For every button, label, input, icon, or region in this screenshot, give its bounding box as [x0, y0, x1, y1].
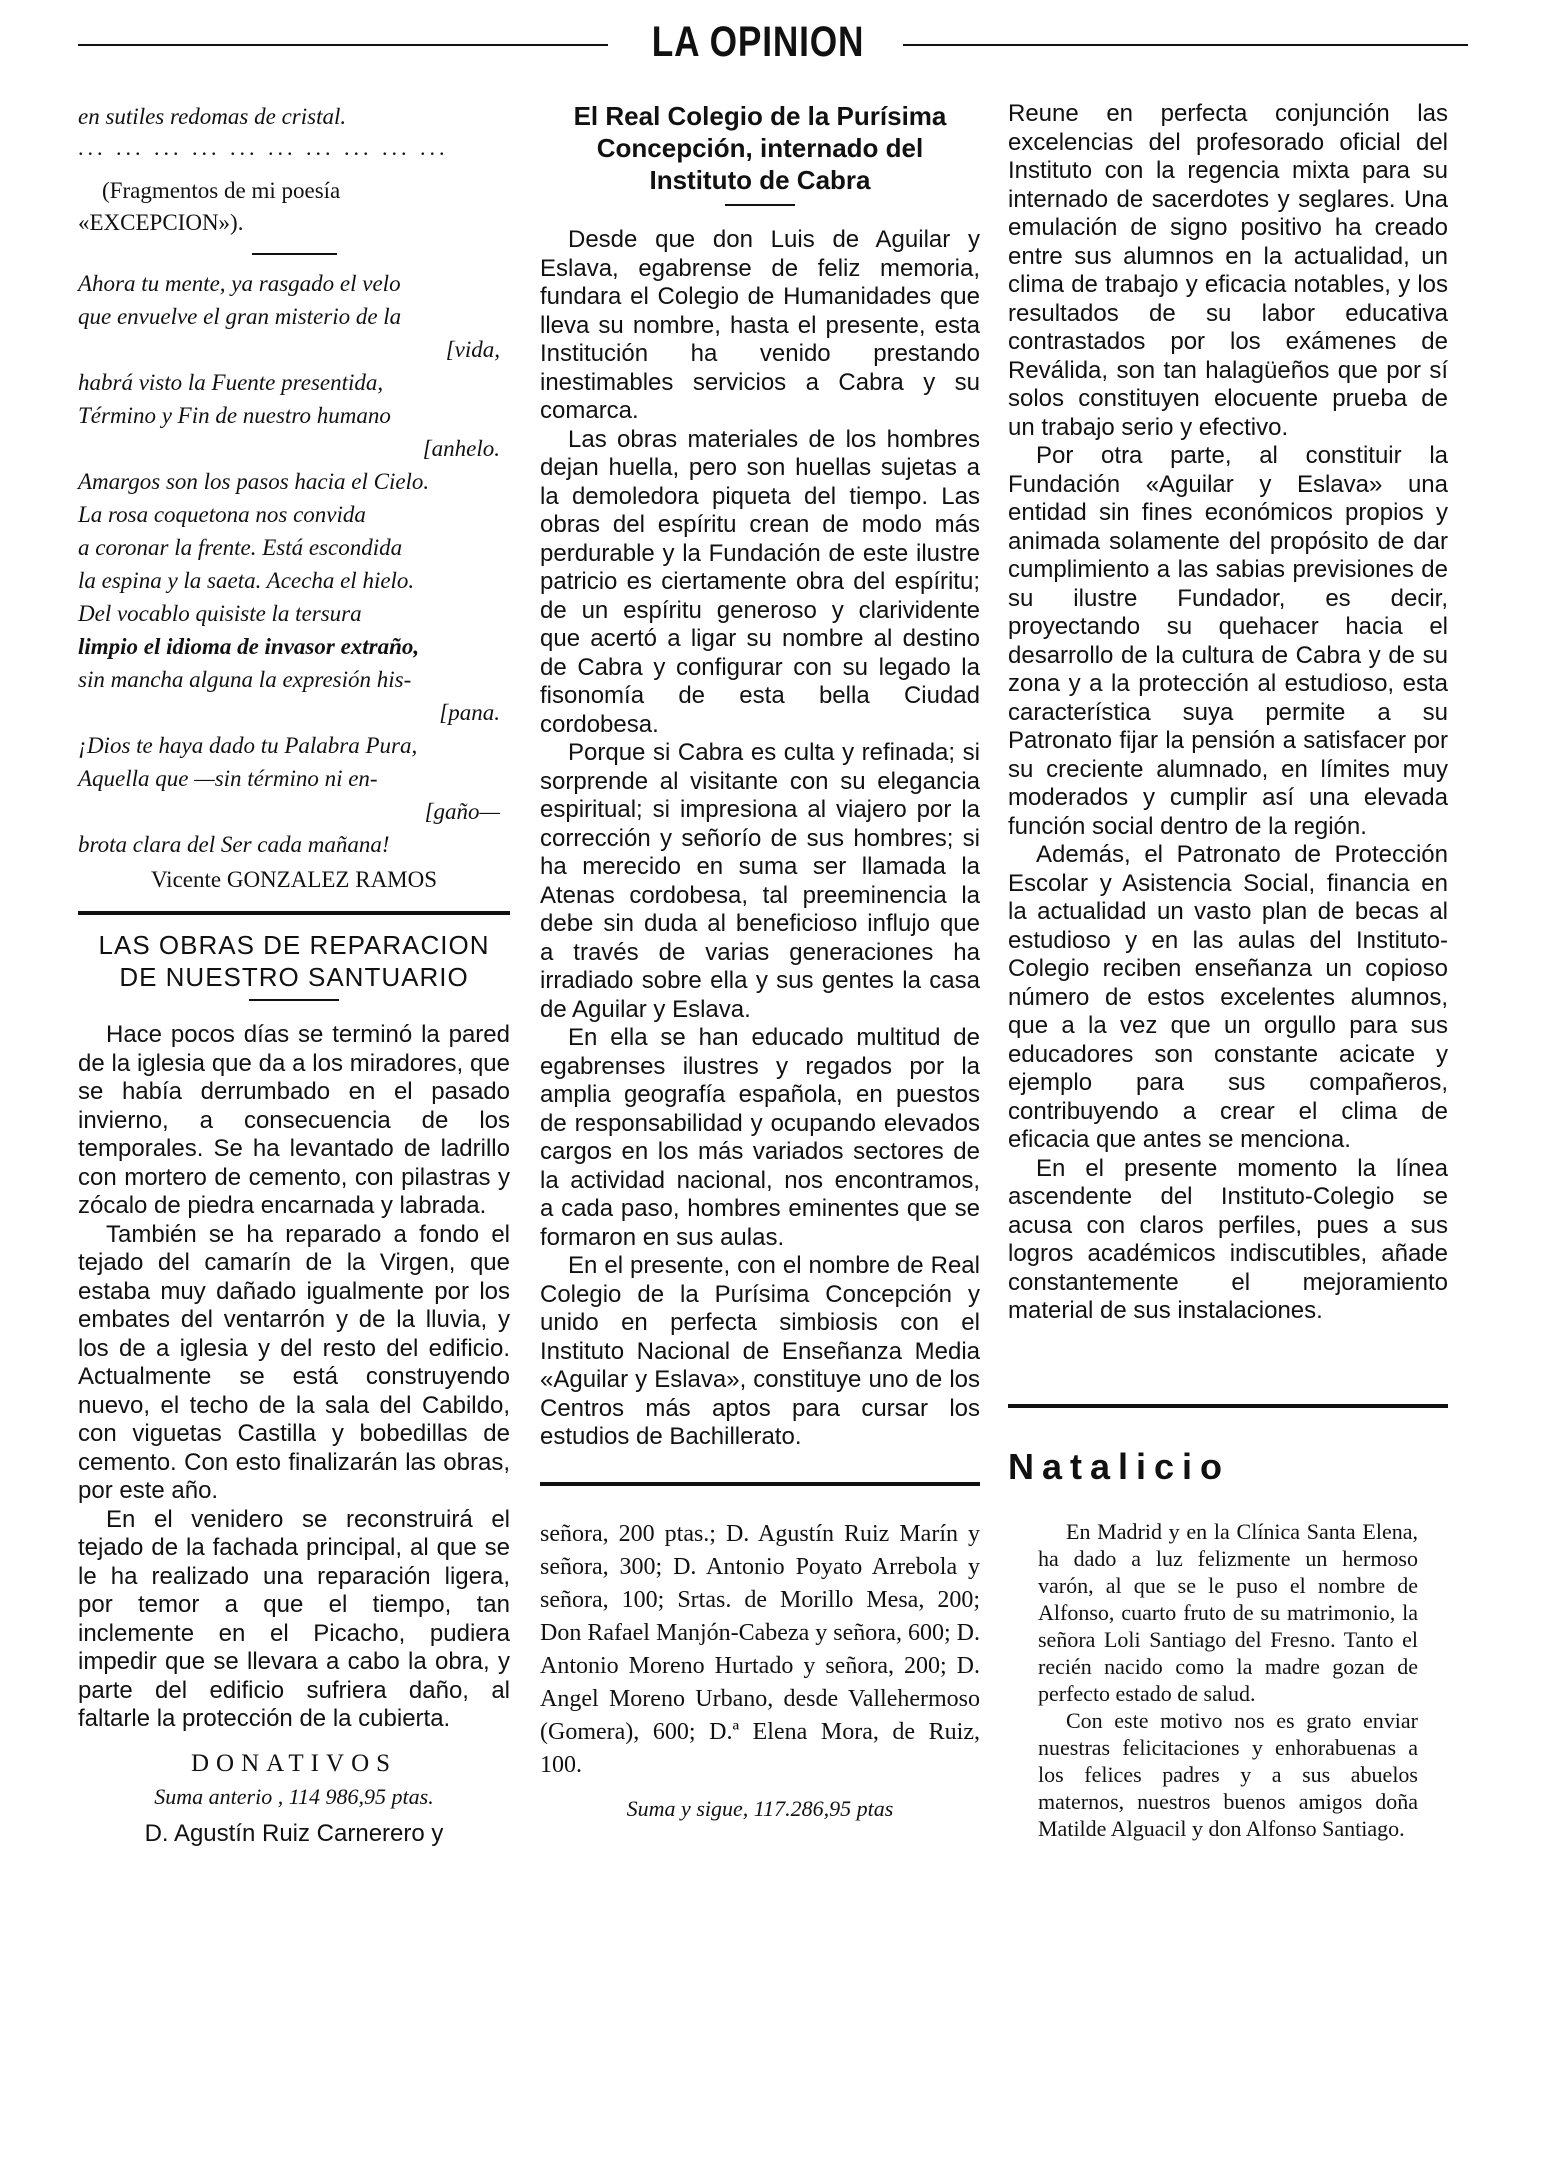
- section-rule: [540, 1482, 980, 1486]
- paragraph: En el presente momento la línea ascendente del Instituto-Colegio se acusa con claros perfiles, pues a sus logros académicos indiscutibles, añade constantemente el mejoramiento material de sus instalaciones.: [1008, 1154, 1448, 1324]
- paragraph: Desde que don Luis de Aguilar y Eslava, egabrense de feliz memoria, fundara el Colegio de Humanidades que lleva su nombre, hasta el presente, esta Institución ha venido prestando inestimables servicios a Cabra y su comarca.: [540, 226, 980, 424]
- paragraph: En el presente, con el nombre de Real Colegio de la Purísima Concepción y unido en perfecta simbiosis con el Instituto Nacional de Enseñanza Media «Aguilar y Eslava», constituye uno de los Centros más aptos para cursar los estudios de Bachillerato.: [540, 1252, 980, 1450]
- fragment-note: (Fragmentos de mi poesía «EXCEPCION»).: [78, 178, 341, 235]
- paragraph: En el venidero se reconstruirá el tejado de la fachada principal, al que se le ha realizado una reparación ligera, por temor a que el tiempo, tan inclemente en el Picacho, pudiera impedir que se llevara a cabo la obra, y parte del edificio sufriera daño, al faltarle la protección de la cubierta.: [78, 1505, 510, 1732]
- poem-divider: [252, 253, 337, 255]
- section-rule: [78, 911, 510, 915]
- column-1: [78, 100, 510, 1848]
- article-body-colegio-cont: [1008, 100, 1448, 1326]
- newspaper-title: LA OPINION: [651, 18, 865, 66]
- paragraph: Hace pocos días se terminó la pared de la iglesia que da a los miradores, que se había derrumbado en el pasado invierno, a consecuencia de los temporales. Se ha levantado de ladrillo con mortero de cemento, con pilastras y zócalo de piedra encarnada y labrada.: [78, 1021, 510, 1219]
- paragraph: Con este motivo nos es grato enviar nuestras felicitaciones y enhorabuenas a los felices padres y a sus abuelos maternos, nuestros buenos amigos doña Matilde Alguacil y don Alfonso Santiago.: [1038, 1707, 1418, 1841]
- article-body-santuario: [78, 1021, 510, 1734]
- article-body-colegio: [540, 226, 980, 1452]
- paragraph: En ella se han educado multitud de egabrenses ilustres y regados por la amplia geografía española, en puestos de responsabilidad y ocupando elevados cargos en los más variados sectores de la actividad nacional, nos encontramos, a cada paso, hombres eminentes que se formaron en sus aulas.: [540, 1024, 980, 1251]
- natalicio-title: Natalicio: [1008, 1445, 1231, 1487]
- paragraph: Reune en perfecta conjunción las excelencias del profesorado oficial del Instituto con la regencia mixta para su internado de sacerdotes y seglares. Una emulación de signo positivo ha creado entre sus alumnos en la actualidad, un clima de trabajo y eficacia notables, y los resultados de su labor educativa contrastados por los exámenes de Reválida, son tan halagüeños que por sí solos constituyen elocuente prueba de un trabajo serio y efectivo.: [1008, 100, 1448, 441]
- paragraph: Por otra parte, al constituir la Fundación «Aguilar y Eslava» una entidad sin fines económicos propios y animada solamente del propósito de dar cumplimiento a las sabias previsiones de su ilustre Fundador, es decir, proyectando su quehacer hacia el desarrollo de la cultura de Cabra y de su zona y a la protección al estudioso, esta característica suya permite a su Patronato fijar la pensión a satisfacer por su creciente alumnado, en límites muy moderados y cumplir así una elevada función social dentro de la región.: [1008, 442, 1448, 840]
- paragraph: Porque si Cabra es culta y refinada; si sorprende al visitante con su elegancia espiritual; si impresiona al viajero por la corrección y señorío de sus hombres; si ha merecido en suma ser llamada la Atenas cordobesa, tal preeminencia la debe sin duda al beneficioso influjo que a través de varias generaciones ha irradiado sobre ella y sus gentes la casa de Aguilar y Eslava.: [540, 739, 980, 1023]
- paragraph: Además, el Patronato de Protección Escolar y Asistencia Social, financia en la actualidad un vasto plan de becas al estudioso y en las aulas del Instituto-Colegio reciben enseñanza un copioso número de estos excelentes alumnos, que a la vez que un orgullo para sus educadores son constante acicate y ejemplo para sus compañeros, contribuyendo a crear el clima de eficacia que antes se menciona.: [1008, 841, 1448, 1153]
- suma-y-sigue: Suma y sigue, 117.286,95 ptas: [626, 1795, 894, 1821]
- ellipsis-dots: ... ... ... ... ... ... ... ... ... ...: [78, 135, 449, 160]
- natalicio-body: [1008, 1518, 1448, 1842]
- paragraph: En Madrid y en la Clínica Santa Elena, ha dado a luz felizmente un hermoso varón, al que se le puso el nombre de Alfonso, cuarto fruto de su matrimonio, la señora Loli Santiago del Fresno. Tanto el recién nacido como la madre gozan de perfecto estado de salud.: [1038, 1518, 1418, 1706]
- poem-body: Ahora tu mente, ya rasgado el velo que envuelve el gran misterio de la [vida, habrá visto la Fuente presentida, Término y Fin de nuestro humano [anhelo. Amargos son los pasos hacia el Cielo. La rosa coquetona nos convida a coronar la frente. Está escondida la espina y la saeta. Acecha el hielo. Del vocablo quisiste la tersura limpio el idioma de invasor extraño, sin mancha alguna la expresión his- [pana. ¡Dios te haya dado tu Palabra Pura, Aquella que —sin término ni en- [gaño— brota clara del Ser cada mañana!: [78, 271, 500, 857]
- donor-line-start: D. Agustín Ruiz Carnerero y: [144, 1819, 444, 1847]
- section-rule: [1008, 1404, 1448, 1408]
- column-2: [540, 100, 980, 1822]
- poem-opening: en sutiles redomas de cristal.: [78, 104, 347, 129]
- article-title-colegio: El Real Colegio de la Purísima Concepción, internado del Instituto de Cabra: [573, 101, 947, 195]
- title-underline: [725, 204, 795, 206]
- column-3: [1008, 100, 1448, 1842]
- header-rule-right: [903, 44, 1468, 46]
- header-rule-left: [78, 44, 608, 46]
- paragraph: Las obras materiales de los hombres dejan huella, pero son huellas sujetas a la demoledora piqueta del tiempo. Las obras del espíritu crean de modo más perdurable y la Fundación de este ilustre patricio es ciertamente obra del espíritu; de un espíritu generoso y clarividente que acertó a ligar su nombre al destino de Cabra y configurar con su legado la fisonomía de esta bella Ciudad cordobesa.: [540, 425, 980, 738]
- donations-list: señora, 200 ptas.; D. Agustín Ruiz Marín y señora, 300; D. Antonio Poyato Arrebola y señora, 100; Srtas. de Morillo Mesa, 200; Don Rafael Manjón-Cabeza y señora, 600; D. Antonio Moreno Hurtado y señora, 200; D. Angel Moreno Urbano, desde Vallehermoso (Gomera), 600; D.ª Elena Mora, de Ruiz, 100.: [540, 1520, 980, 1778]
- article-title-santuario: LAS OBRAS DE REPARACION DE NUESTRO SANTUARIO: [98, 930, 490, 992]
- title-underline: [249, 999, 339, 1001]
- suma-anterior: Suma anterio , 114 986,95 ptas.: [154, 1783, 434, 1809]
- poem-author: Vicente GONZALEZ RAMOS: [150, 867, 438, 892]
- paragraph: También se ha reparado a fondo el tejado del camarín de la Virgen, que estaba muy dañado igualmente por los embates del ventarrón y de la lluvia, y los de a iglesia y del resto del edificio. Actualmente se está construyendo nuevo, el techo de la sala del Cabildo, con viguetas Castilla y bobedillas de cemento. Con esto finalizarán las obras, por este año.: [78, 1220, 510, 1504]
- page-header: [78, 18, 1468, 68]
- donativos-title: DONATIVOS: [190, 1749, 398, 1777]
